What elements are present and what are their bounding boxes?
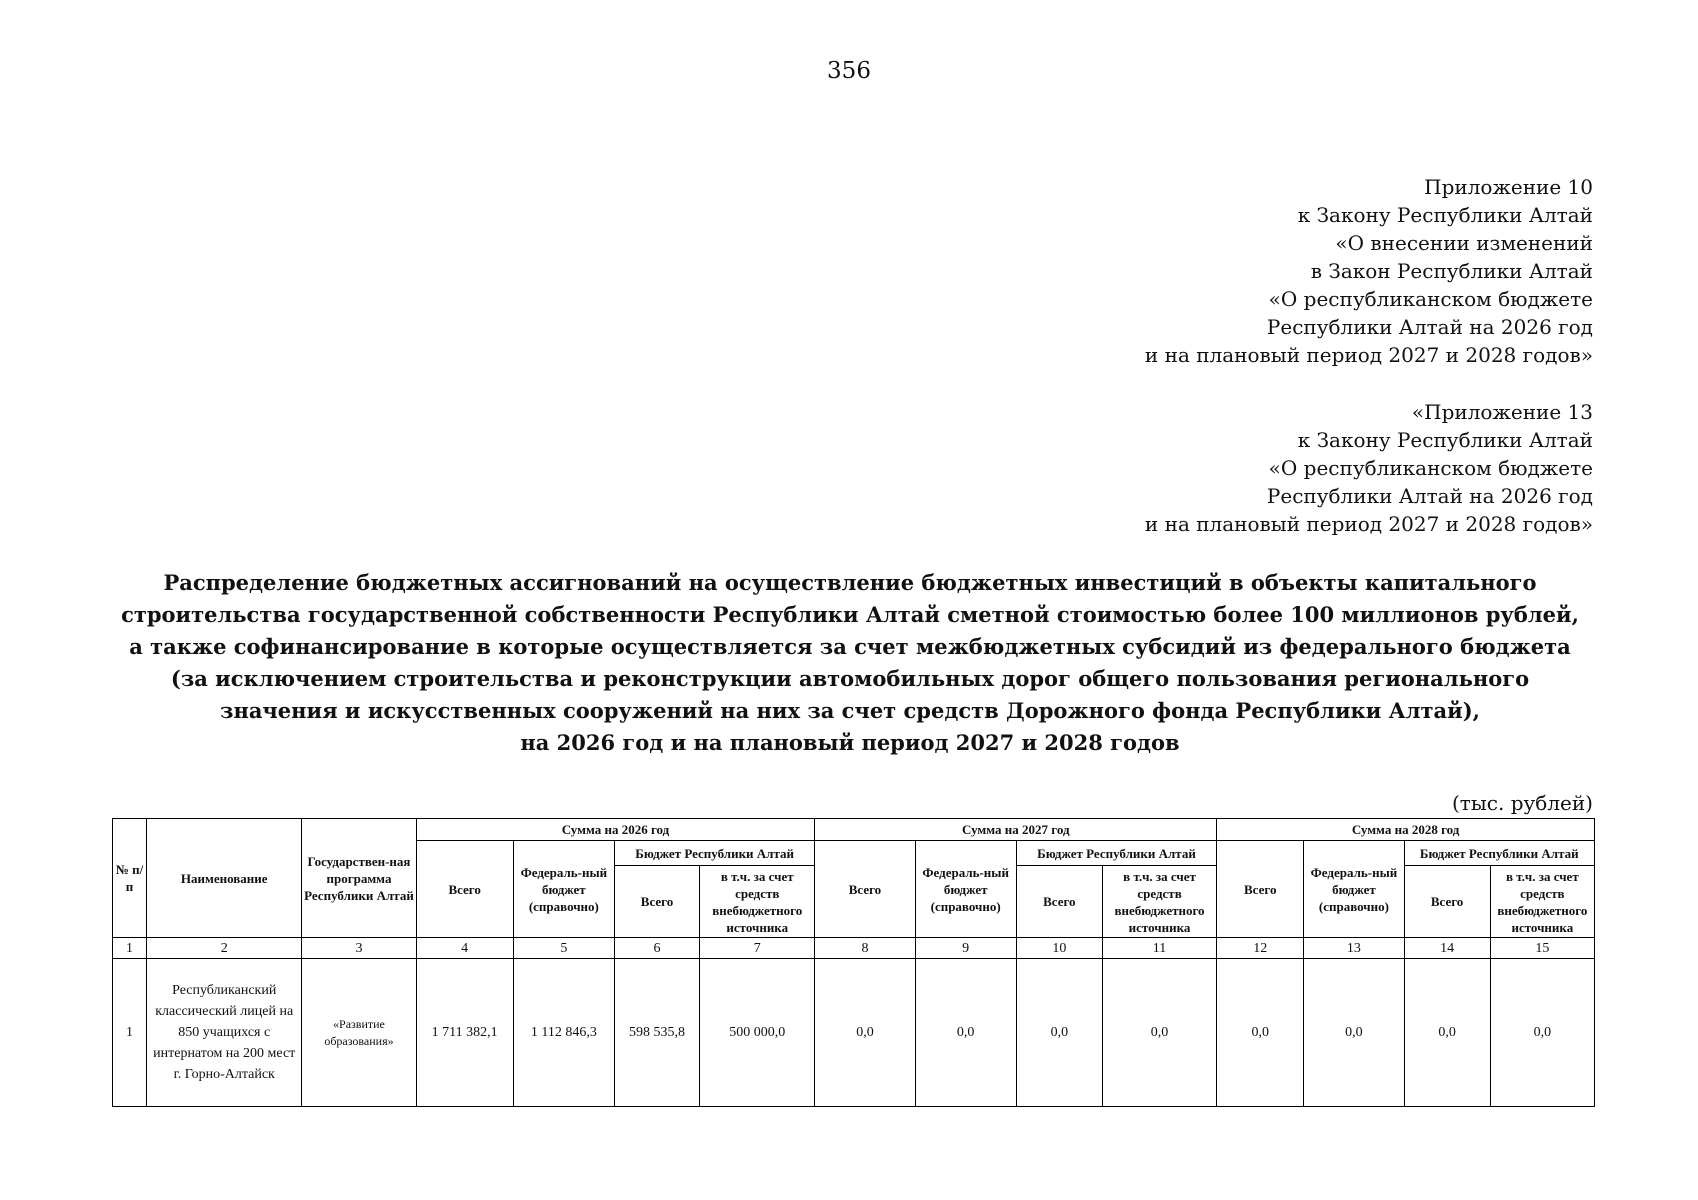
- header-federal-2026: Федераль-ный бюджет (справочно): [513, 841, 614, 938]
- column-number-row: [113, 938, 1595, 959]
- value-total-2026: 1 711 382,1: [416, 959, 513, 1107]
- annex-line: Республики Алтай на 2026 год: [1266, 484, 1593, 508]
- row-num: 1: [113, 959, 147, 1107]
- column-number: 4: [416, 938, 513, 959]
- header-republic-budget-2027: Бюджет Республики Алтай: [1016, 841, 1216, 866]
- annex-line: в Закон Республики Алтай: [1310, 259, 1593, 283]
- header-num: № п/п: [113, 819, 147, 938]
- program-name: «Развитие образования»: [302, 959, 416, 1107]
- column-number: 3: [302, 938, 416, 959]
- annex-line: Республики Алтай на 2026 год: [1266, 315, 1593, 339]
- header-extra-2028: в т.ч. за счет средств внебюджетного источника: [1490, 866, 1594, 938]
- header-republic-budget-2026: Бюджет Республики Алтай: [614, 841, 814, 866]
- header-extra-2027: в т.ч. за счет средств внебюджетного источника: [1102, 866, 1216, 938]
- annex-line: «О республиканском бюджете: [1268, 287, 1593, 311]
- value-federal-2026: 1 112 846,3: [513, 959, 614, 1107]
- title-line: Распределение бюджетных ассигнований на осуществление бюджетных инвестиций в объекты капитального: [163, 570, 1537, 595]
- title-line: строительства государственной собственности Республики Алтай сметной стоимостью более 100 миллионов рублей,: [121, 602, 1579, 627]
- header-program: Государствен-ная программа Республики Алтай: [302, 819, 416, 938]
- annex-13-header: [893, 398, 1593, 538]
- header-federal-2028: Федераль-ный бюджет (справочно): [1304, 841, 1404, 938]
- header-total-2026: Всего: [416, 841, 513, 938]
- column-number: 8: [815, 938, 915, 959]
- title-line: на 2026 год и на плановый период 2027 и 2028 годов: [520, 730, 1180, 755]
- header-total-2027: Всего: [815, 841, 915, 938]
- header-republic-total-2027: Всего: [1016, 866, 1102, 938]
- value-republic-2027: 0,0: [1016, 959, 1102, 1107]
- column-number: 12: [1217, 938, 1304, 959]
- annex-line: к Закону Республики Алтай: [1297, 203, 1593, 227]
- table-row: [113, 959, 1595, 1107]
- value-federal-2027: 0,0: [915, 959, 1016, 1107]
- title-line: значения и искусственных сооружений на них за счет средств Дорожного фонда Республики Алтай),: [220, 698, 1480, 723]
- annex-line: к Закону Республики Алтай: [1297, 428, 1593, 452]
- column-number: 6: [614, 938, 699, 959]
- budget-table: [112, 818, 1595, 1107]
- value-federal-2028: 0,0: [1304, 959, 1404, 1107]
- annex-line: и на плановый период 2027 и 2028 годов»: [1144, 512, 1593, 536]
- document-title: [100, 567, 1600, 759]
- page-number: 356: [827, 58, 871, 84]
- header-name: Наименование: [147, 819, 302, 938]
- value-total-2028: 0,0: [1217, 959, 1304, 1107]
- column-number: 9: [915, 938, 1016, 959]
- annex-line: «Приложение 13: [1411, 400, 1593, 424]
- column-number: 11: [1102, 938, 1216, 959]
- header-republic-total-2028: Всего: [1404, 866, 1490, 938]
- header-sum-2027: Сумма на 2027 год: [815, 819, 1217, 841]
- value-extra-2026: 500 000,0: [700, 959, 815, 1107]
- units-label: (тыс. рублей): [1452, 791, 1593, 815]
- column-number: 5: [513, 938, 614, 959]
- header-sum-2026: Сумма на 2026 год: [416, 819, 815, 841]
- title-line: (за исключением строительства и реконструкции автомобильных дорог общего пользования регионального: [170, 666, 1530, 691]
- annex-10-header: [893, 173, 1593, 369]
- header-republic-total-2026: Всего: [614, 866, 699, 938]
- header-extra-2026: в т.ч. за счет средств внебюджетного источника: [700, 866, 815, 938]
- value-extra-2028: 0,0: [1490, 959, 1594, 1107]
- value-republic-2028: 0,0: [1404, 959, 1490, 1107]
- header-republic-budget-2028: Бюджет Республики Алтай: [1404, 841, 1594, 866]
- column-number: 13: [1304, 938, 1404, 959]
- object-name: Республиканский классический лицей на 850 учащихся с интернатом на 200 мест г. Горно-Алтайск: [147, 959, 302, 1107]
- annex-line: «О внесении изменений: [1335, 231, 1593, 255]
- header-federal-2027: Федераль-ный бюджет (справочно): [915, 841, 1016, 938]
- value-extra-2027: 0,0: [1102, 959, 1216, 1107]
- value-republic-2026: 598 535,8: [614, 959, 699, 1107]
- column-number: 1: [113, 938, 147, 959]
- annex-line: «О республиканском бюджете: [1268, 456, 1593, 480]
- column-number: 10: [1016, 938, 1102, 959]
- header-total-2028: Всего: [1217, 841, 1304, 938]
- annex-line: Приложение 10: [1424, 175, 1593, 199]
- column-number: 2: [147, 938, 302, 959]
- column-number: 14: [1404, 938, 1490, 959]
- annex-line: и на плановый период 2027 и 2028 годов»: [1144, 343, 1593, 367]
- header-sum-2028: Сумма на 2028 год: [1217, 819, 1595, 841]
- column-number: 7: [700, 938, 815, 959]
- column-number: 15: [1490, 938, 1594, 959]
- value-total-2027: 0,0: [815, 959, 915, 1107]
- title-line: а также софинансирование в которые осуществляется за счет межбюджетных субсидий из федерального бюджета: [129, 634, 1571, 659]
